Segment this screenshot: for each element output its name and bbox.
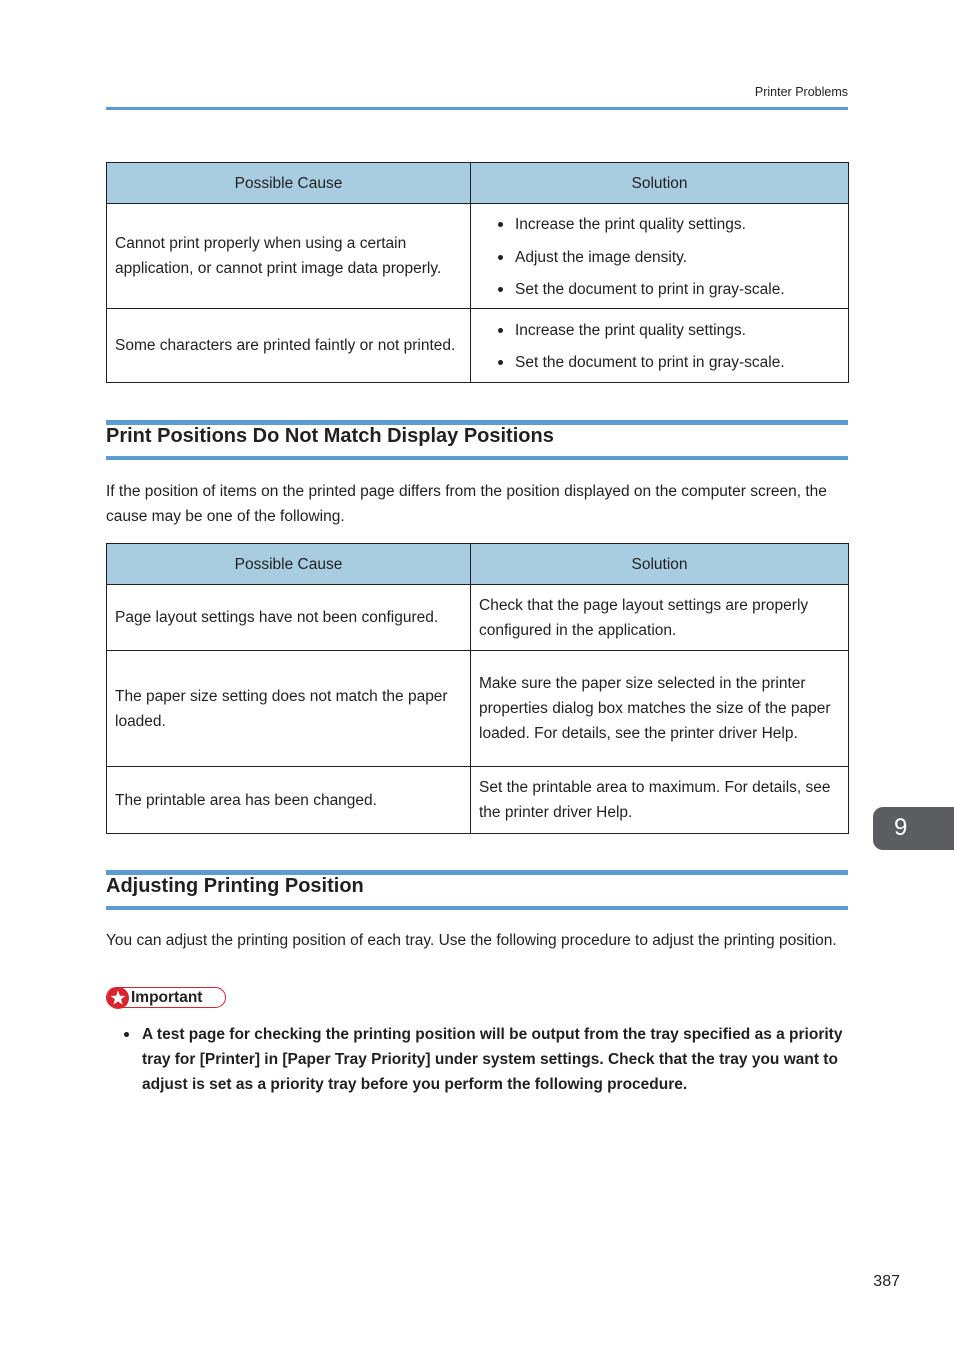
solution-cell: Set the printable area to maximum. For details, see the printer driver Help. bbox=[471, 767, 849, 834]
cause-cell: The printable area has been changed. bbox=[107, 767, 471, 834]
page-number: 387 bbox=[873, 1273, 900, 1290]
important-label: Important bbox=[131, 989, 203, 1006]
section-intro: If the position of items on the printed page differs from the position displayed on the computer screen, the cause may be one of the following. bbox=[106, 483, 827, 525]
chapter-tab bbox=[873, 807, 954, 850]
list-item: Increase the print quality settings. bbox=[479, 318, 840, 343]
table-header-row bbox=[107, 163, 849, 204]
solution-cell bbox=[471, 309, 849, 383]
troubleshooting-table-1 bbox=[106, 162, 849, 383]
list-item: Increase the print quality settings. bbox=[479, 212, 840, 237]
important-badge bbox=[106, 987, 226, 1008]
cause-cell: Page layout settings have not been configured. bbox=[107, 585, 471, 651]
section-rule-bottom bbox=[106, 906, 848, 910]
column-header-cause: Possible Cause bbox=[107, 163, 471, 204]
important-note-list bbox=[106, 1022, 848, 1097]
list-item: Set the document to print in gray-scale. bbox=[479, 277, 840, 302]
table-header-row bbox=[107, 544, 849, 585]
list-item: Adjust the image density. bbox=[479, 245, 840, 270]
section-heading: Adjusting Printing Position bbox=[106, 875, 364, 897]
column-header-solution: Solution bbox=[471, 163, 849, 204]
column-header-cause: Possible Cause bbox=[107, 544, 471, 585]
running-header: Printer Problems bbox=[754, 85, 848, 99]
section-intro: You can adjust the printing position of each tray. Use the following procedure to adjust the printing position. bbox=[106, 932, 837, 949]
cause-cell: Some characters are printed faintly or not printed. bbox=[107, 309, 471, 383]
table-row bbox=[107, 767, 849, 834]
star-icon bbox=[107, 987, 129, 1009]
section-heading: Print Positions Do Not Match Display Positions bbox=[106, 425, 554, 447]
cause-cell: Cannot print properly when using a certain application, or cannot print image data properly. bbox=[107, 204, 471, 309]
section-rule-bottom bbox=[106, 456, 848, 460]
solution-list bbox=[479, 314, 840, 378]
solution-cell bbox=[471, 204, 849, 309]
list-item: Set the document to print in gray-scale. bbox=[479, 350, 840, 375]
cause-cell: The paper size setting does not match the paper loaded. bbox=[107, 651, 471, 767]
header-rule bbox=[106, 107, 848, 110]
troubleshooting-table-2 bbox=[106, 543, 849, 834]
list-item: A test page for checking the printing position will be output from the tray specified as a priority tray for [Printer] in [Paper Tray Priority] under system settings. Check that the tray you want to adjust is set as a priority tray before you perform the following procedure. bbox=[106, 1022, 848, 1097]
table-row bbox=[107, 204, 849, 309]
table-row bbox=[107, 651, 849, 767]
table-row bbox=[107, 585, 849, 651]
column-header-solution: Solution bbox=[471, 544, 849, 585]
chapter-number: 9 bbox=[894, 814, 908, 841]
solution-cell: Make sure the paper size selected in the printer properties dialog box matches the size of the paper loaded. For details, see the printer driver Help. bbox=[471, 651, 849, 767]
solution-cell: Check that the page layout settings are properly configured in the application. bbox=[471, 585, 849, 651]
solution-list bbox=[479, 208, 840, 304]
table-row bbox=[107, 309, 849, 383]
